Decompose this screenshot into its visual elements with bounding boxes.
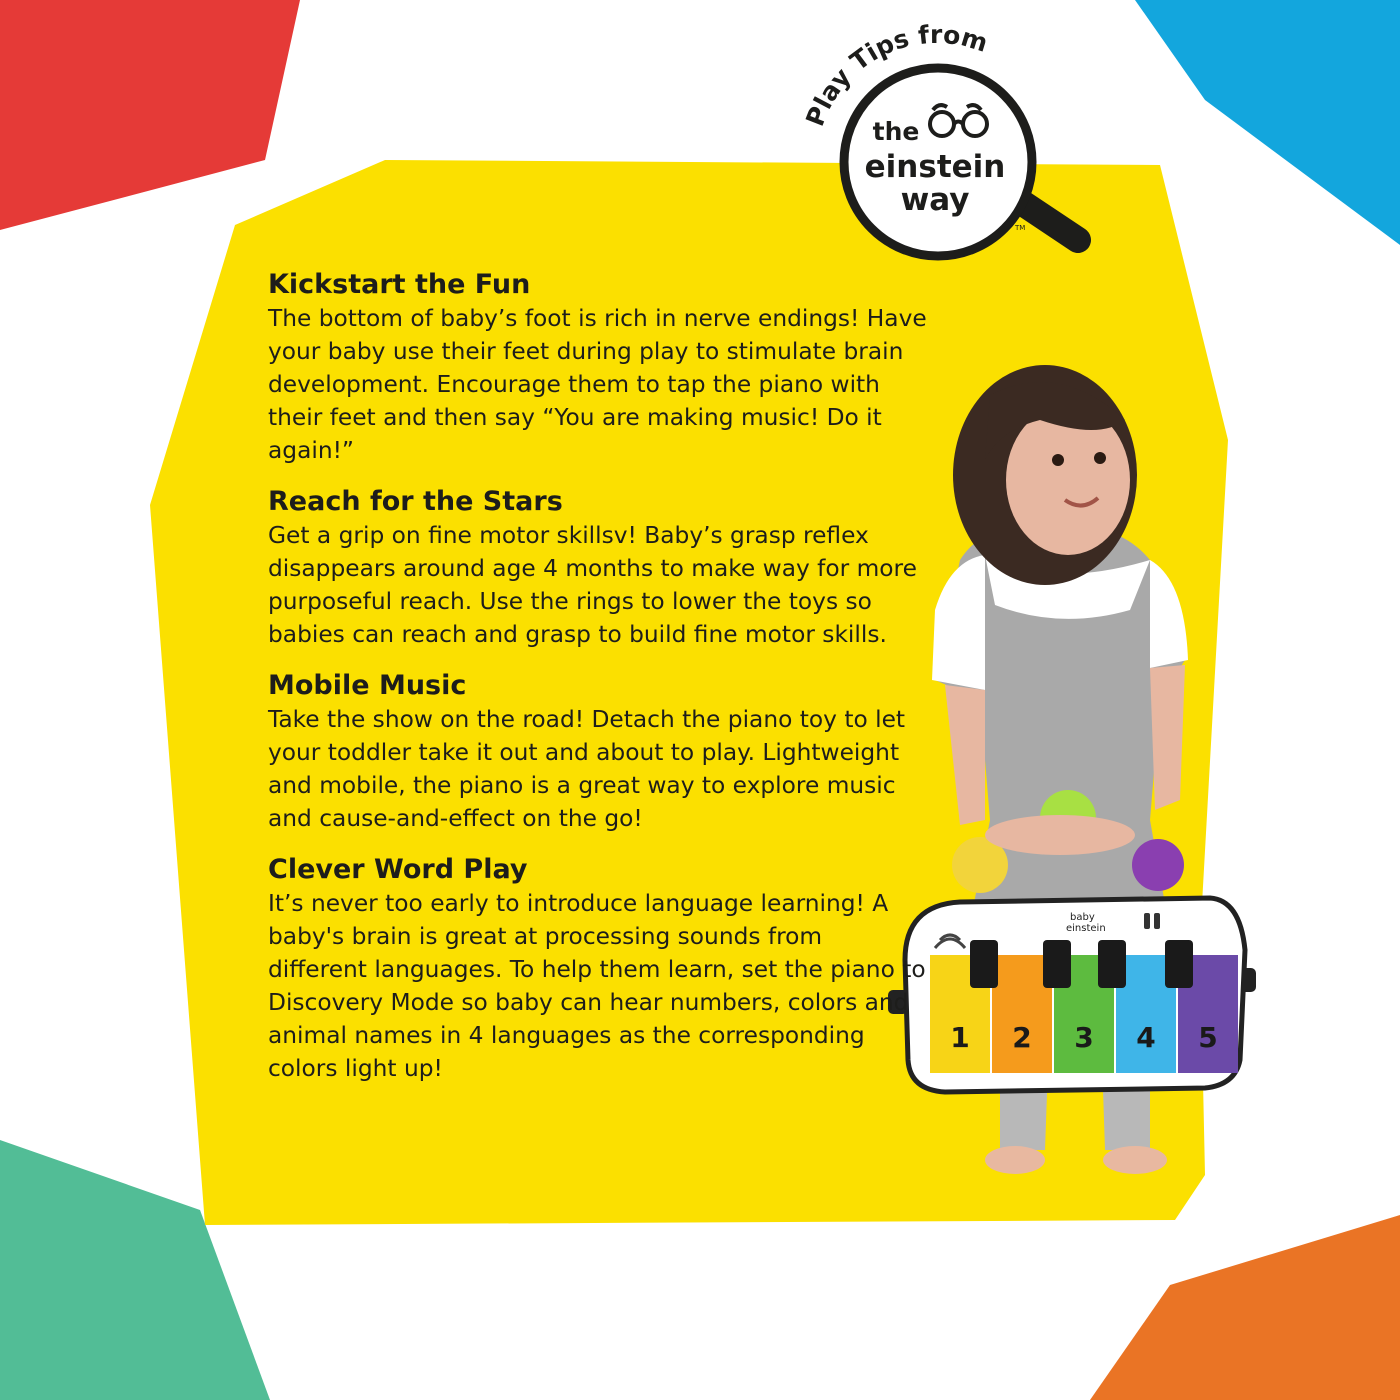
tip-title: Kickstart the Fun <box>268 269 531 300</box>
tip-mobile-music <box>268 669 928 835</box>
toy-brand-line1: baby <box>1070 912 1095 923</box>
tip-reach <box>268 485 928 651</box>
piano-key-number: 4 <box>1136 1021 1156 1054</box>
piano-key-number: 3 <box>1074 1021 1094 1054</box>
piano-toy <box>888 898 1256 1092</box>
tip-body: Get a grip on fine motor skillsv! Baby’s grasp reflex disappears around age 4 months to make way for more purposeful reach. Use the rings to lower the toys so babies can reach and grasp to build fine motor skills. <box>268 522 917 648</box>
piano-key-number: 2 <box>1012 1021 1032 1054</box>
tip-title: Clever Word Play <box>268 854 528 885</box>
piano-key-number: 5 <box>1198 1021 1218 1054</box>
tip-title: Mobile Music <box>268 670 467 701</box>
badge-arc-text: Play Tips from <box>800 19 992 131</box>
tip-title: Reach for the Stars <box>268 486 563 517</box>
trademark-mark: TM <box>1015 224 1026 232</box>
piano-key-number: 1 <box>950 1021 970 1054</box>
tip-body: It’s never too early to introduce language learning! A baby's brain is great at processing sounds from different languages. To help them learn, set the piano to Discovery Mode so baby can hear numbers, colors and animal names in 4 languages as the corresponding colors light up! <box>268 890 926 1082</box>
logo-word-way: way <box>900 182 970 218</box>
logo-word-the: the <box>872 117 920 146</box>
tip-kickstart <box>268 268 928 467</box>
toy-brand-line2: einstein <box>1066 923 1106 934</box>
tip-body: The bottom of baby’s foot is rich in nerve endings! Have your baby use their feet during play to stimulate brain development. Encourage them to tap the piano with their feet and then say “You are making music! Do it again!” <box>268 305 927 464</box>
child-head <box>953 365 1137 585</box>
tip-word-play <box>268 853 928 1085</box>
logo-word-einstein: einstein <box>864 149 1006 185</box>
tip-body: Take the show on the road! Detach the piano toy to let your toddler take it out and about to play. Lightweight and mobile, the piano is a great way to explore music and cause-and-effect on the go! <box>268 706 906 832</box>
play-tips-list <box>268 268 928 1103</box>
